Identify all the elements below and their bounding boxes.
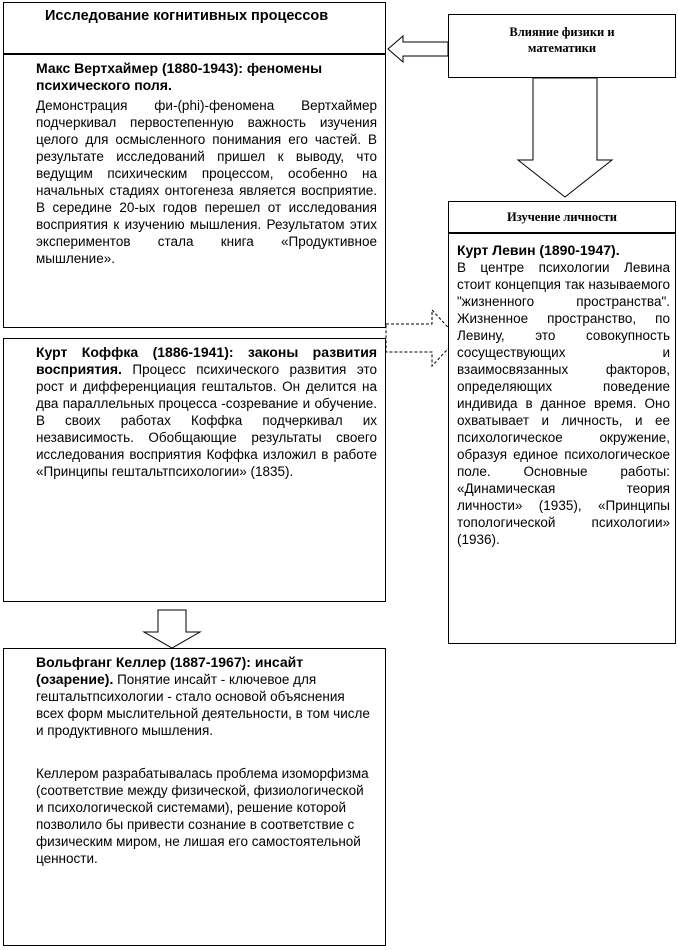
kohler-heading: Вольфганг Келлер (1887-1967): инсайт (озарение). — [36, 654, 304, 687]
lewin-box — [448, 233, 676, 644]
lewin-text — [457, 242, 670, 548]
arrow-physics-to-personality — [518, 78, 612, 197]
kohler-body2: Келлером разрабатывалась проблема изоморфизма (соответствие между физической, физиологической и психологической системами), решение которой позволило бы привести сознание в соответствие с физическим миром, не лишая его самостоятельной ценности. — [36, 766, 369, 866]
physics-box-line2: математики — [527, 41, 597, 55]
koffka-body: Процесс психического развития это рост и дифференциация гештальтов. Он делится на два параллельных процесса -созревание и обучение. В своих работах Коффка подчеркивал их независимость. Обобщающие результаты своего исследования восприятия Коффка изложил в работе «Принципы гештальтпсихологии» (1835). — [36, 362, 377, 479]
wertheimer-heading: Макс Вертхаймер (1880-1943): феномены психического поля. — [36, 60, 323, 93]
koffka-text — [36, 344, 377, 480]
diagram-title: Исследование когнитивных процессов — [45, 8, 329, 24]
lewin-body: В центре психологии Левина стоит концепция так называемого "жизненного пространства". Жизненное пространство, по Левину, это совокупность сосуществующих и взаимосвязанных факторов, определяющих поведение индивида в данное время. Оно охватывает и личность, и ее психологическое окружение, образуя единое психологическое поле. Основные работы: «Динамическая теория личности» (1935), «Принципы топологической психологии» (1936). — [457, 260, 670, 547]
physics-box-line1: Влияние физики и — [509, 25, 615, 39]
kohler-text — [36, 654, 371, 739]
kohler-body1: Понятие инсайт - ключевое для гештальтпсихологии - стало основой объяснения всех форм мыслительной деятельности, в том числе и продуктивного мышления. — [36, 672, 370, 738]
personality-box-label: Изучение личности — [506, 210, 618, 224]
arrow-physics-to-title — [388, 36, 448, 62]
wertheimer-body: Демонстрация фи-(phi)-феномена Вертхаймер подчеркивал первостепенную важность изучения целого для осмысленного понимания его частей. В результате исследований пришел к выводу, что ведущим психическим процессом, особенно на начальных стадиях онтогенеза является восприятие. В середине 20-ых годов перешел от исследования восприятия к изучению мышления. Результатом этих экспериментов стала книга «Продуктивное мышление». — [36, 98, 377, 266]
lewin-heading: Курт Левин (1890-1947). — [457, 242, 620, 258]
koffka-heading: Курт Коффка (1886-1941): законы развития восприятия. — [36, 344, 377, 377]
arrow-koffka-to-kohler — [144, 610, 200, 648]
